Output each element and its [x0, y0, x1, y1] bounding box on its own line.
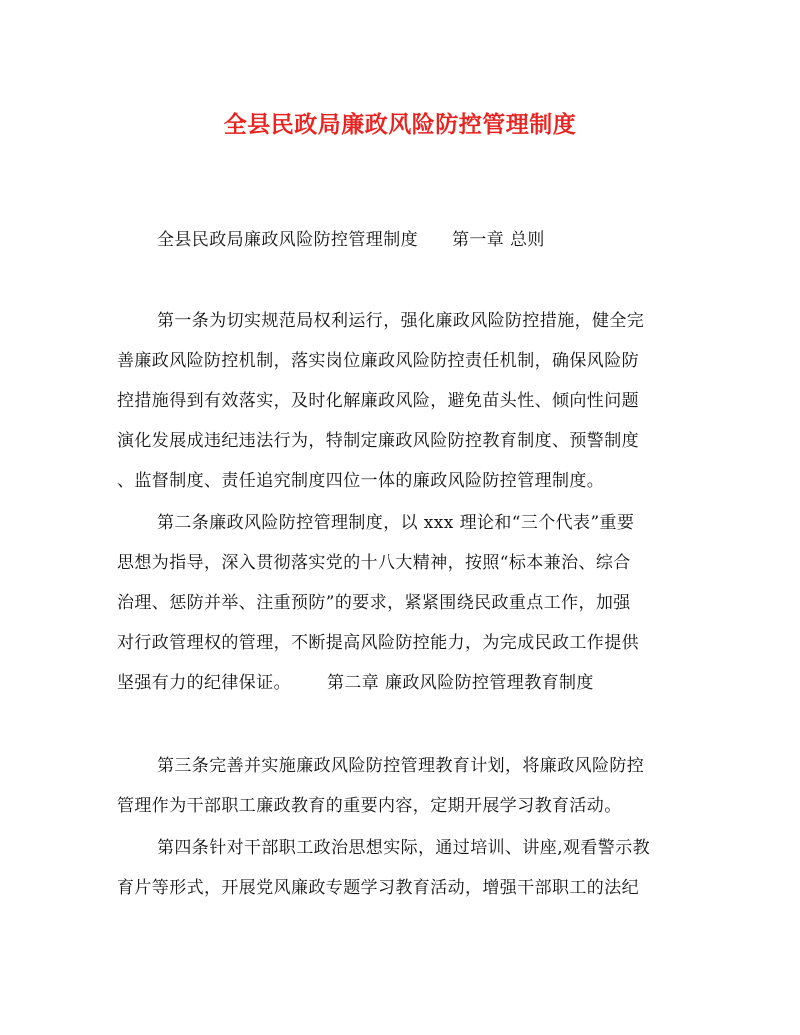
chapter-2-heading: 第二章 廉政风险防控管理教育制度	[327, 673, 594, 693]
paragraph-line: 治理、惩防并举、注重预防”的要求，紧紧围绕民政重点工作，加强	[117, 593, 631, 613]
paragraph-line: 第四条针对干部职工政治思想实际，通过培训、讲座,观看警示教	[157, 838, 651, 858]
paragraph-line: 对行政管理权的管理，不断提高风险防控能力，为完成民政工作提供	[117, 633, 639, 653]
chapter-1-heading: 第一章 总则	[452, 230, 545, 250]
paragraph-line-with-heading	[117, 669, 594, 697]
paragraph-line: 第三条完善并实施廉政风险防控管理教育计划，将廉政风险防控	[157, 756, 645, 776]
paragraph-line: 演化发展成违纪违法行为，特制定廉政风险防控教育制度、预警制度	[117, 431, 639, 451]
paragraph-line: 、监督制度、责任追究制度四位一体的廉政风险防控管理制度。	[117, 471, 605, 491]
paragraph-line: 控措施得到有效落实，及时化解廉政风险，避免苗头性、倾向性问题	[117, 391, 639, 411]
document-title: 全县民政局廉政风险防控管理制度	[223, 111, 577, 138]
paragraph-line: 第二条廉政风险防控管理制度，以 xxx 理论和“三个代表”重要	[157, 513, 635, 533]
paragraph-line: 第一条为切实规范局权利运行，强化廉政风险防控措施，健全完	[157, 311, 645, 331]
paragraph-line: 管理作为干部职工廉政教育的重要内容，定期开展学习教育活动。	[117, 796, 622, 816]
paragraph-line: 善廉政风险防控机制，落实岗位廉政风险防控责任机制，确保风险防	[117, 351, 639, 371]
paragraph-text: 坚强有力的纪律保证。	[117, 673, 291, 693]
subtitle-text: 全县民政局廉政风险防控管理制度	[157, 230, 418, 250]
paragraph-line: 思想为指导，深入贯彻落实党的十八大精神，按照“标本兼治、综合	[117, 553, 631, 573]
subtitle-line	[157, 226, 545, 254]
paragraph-line: 育片等形式，开展党风廉政专题学习教育活动，增强干部职工的法纪	[117, 878, 639, 898]
